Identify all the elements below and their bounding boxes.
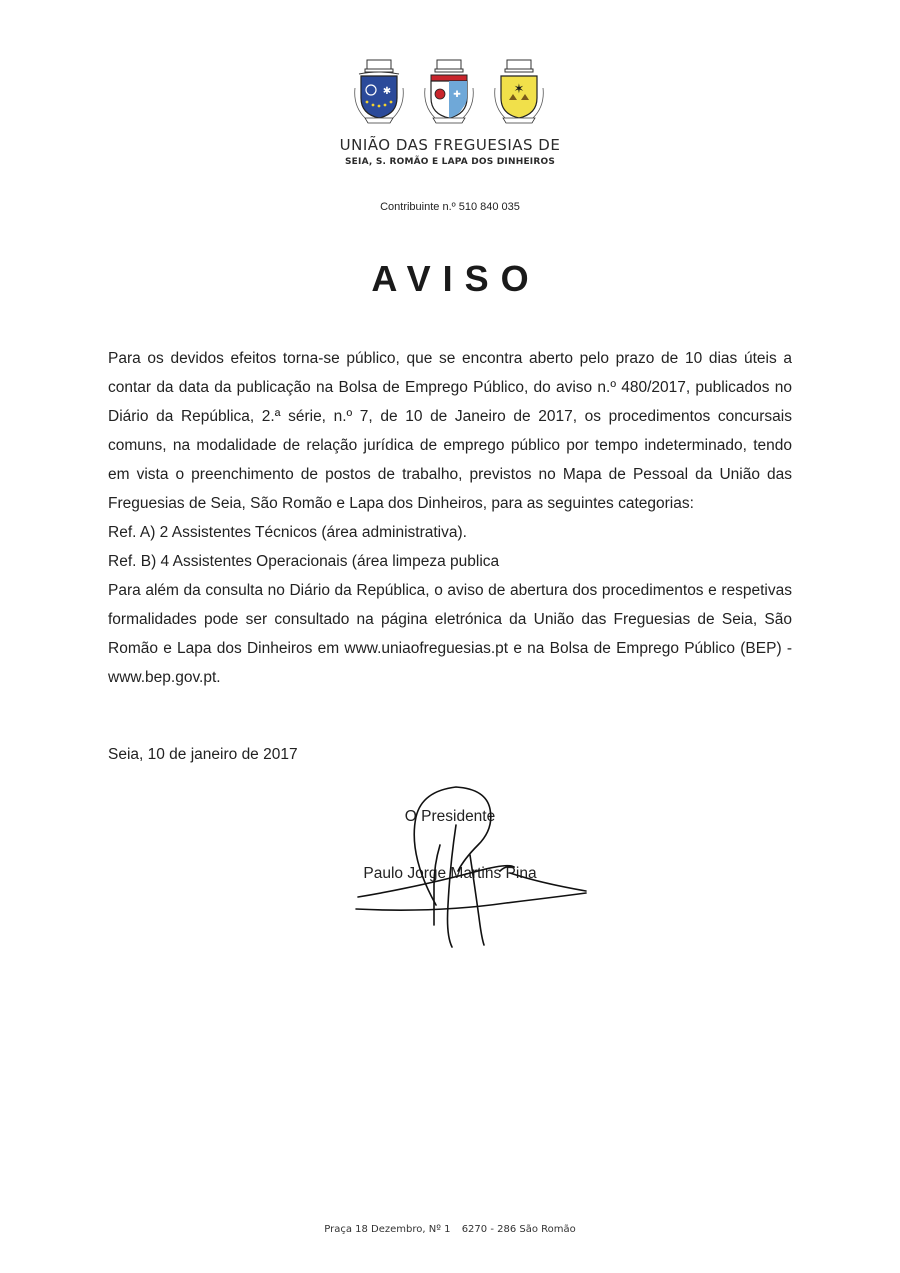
- svg-text:✶: ✶: [513, 81, 525, 96]
- ref-b: Ref. B) 4 Assistentes Operacionais (área limpeza publica: [108, 553, 500, 570]
- svg-text:✚: ✚: [453, 89, 461, 99]
- svg-text:✱: ✱: [382, 86, 392, 97]
- seia-crest-logo: [351, 58, 407, 128]
- lapa-dos-dinheiros-crest-logo: [491, 58, 547, 128]
- signatory-title: O Presidente: [404, 808, 496, 825]
- document-title: AVISO: [371, 258, 541, 299]
- org-name-line2: SEIA, S. ROMÃO E LAPA DOS DINHEIROS: [344, 157, 555, 167]
- place-date: Seia, 10 de janeiro de 2017: [108, 746, 298, 763]
- tax-id: Contribuinte n.º 510 840 035: [380, 201, 520, 213]
- footer-postal: 6270 - 286 São Romão: [461, 1224, 576, 1235]
- footer-address: [0, 1224, 900, 1235]
- notice-body: [108, 344, 792, 692]
- footer-street: Praça 18 Dezembro, Nº 1: [324, 1224, 451, 1235]
- paragraph-2: Para além da consulta no Diário da República, o aviso de abertura dos procedimentos e respetivas formalidades pode ser consultado na página eletrónica da União das Freguesias de Seia, São Romão e Lapa dos Dinheiros em www.uniaofreguesias.pt e na Bolsa de Emprego Público (BEP) - www.bep.gov.pt.: [108, 582, 792, 686]
- handwritten-signature: [350, 785, 600, 960]
- ref-a: Ref. A) 2 Assistentes Técnicos (área administrativa).: [108, 524, 467, 541]
- letterhead: [0, 58, 900, 167]
- sao-romao-crest-logo: [421, 58, 477, 128]
- signatory-name: Paulo Jorge Martins Pina: [363, 865, 537, 882]
- paragraph-1: Para os devidos efeitos torna-se público, que se encontra aberto pelo prazo de 10 dias úteis a contar da data da publicação na Bolsa de Emprego Público, do aviso n.º 480/2017, publicados no Diário da República, 2.ª série, n.º 7, de 10 de Janeiro de 2017, os procedimentos concursais comuns, na modalidade de relação jurídica de emprego público por tempo indeterminado, tendo em vista o preenchimento de postos de trabalho, previstos no Mapa de Pessoal da União das Freguesias de Seia, São Romão e Lapa dos Dinheiros, para as seguintes categorias:: [108, 350, 792, 512]
- org-name-line1: UNIÃO DAS FREGUESIAS DE: [339, 136, 561, 154]
- crests-row: [0, 58, 900, 128]
